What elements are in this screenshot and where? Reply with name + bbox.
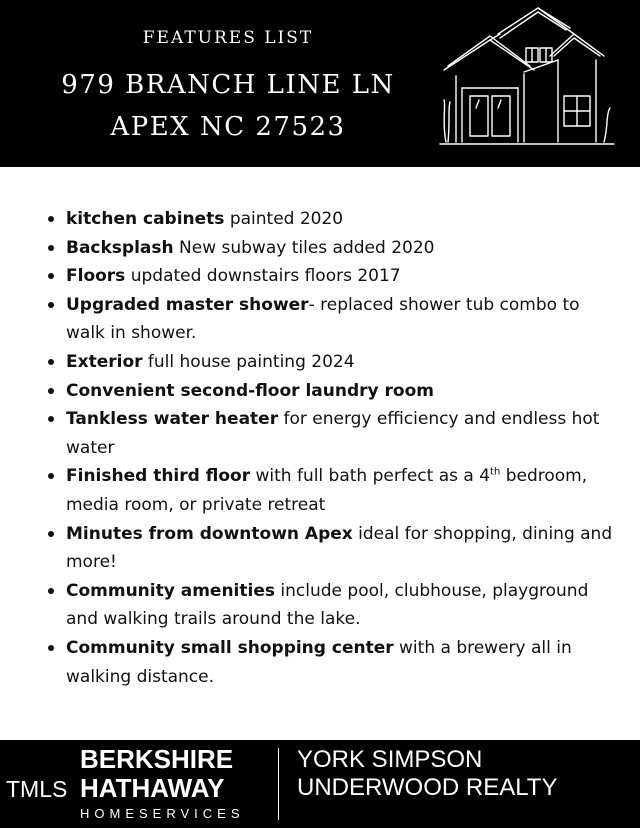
feature-title: Floors <box>66 266 126 287</box>
bullet-icon <box>48 416 54 422</box>
footer-band <box>0 740 640 828</box>
features-list-kicker: FEATURES LIST <box>142 28 314 48</box>
feature-detail-continued: bedroom, media room, or private retreat <box>66 466 588 515</box>
feature-superscript: th <box>490 466 501 478</box>
feature-detail: updated downstairs floors 2017 <box>125 266 401 287</box>
house-sketch-icon <box>438 4 616 152</box>
feature-item <box>48 405 618 462</box>
feature-list <box>48 205 618 691</box>
bullet-icon <box>48 588 54 594</box>
feature-detail: include pool, clubhouse, playground and walking trails around the lake. <box>66 580 589 630</box>
feature-title: Convenient second-floor laundry room <box>66 380 434 401</box>
feature-item <box>48 205 618 234</box>
brand-line-1: BERKSHIRE <box>80 744 234 774</box>
feature-detail: full house painting 2024 <box>142 351 355 372</box>
address-line-2: APEX NC 27523 <box>110 112 346 142</box>
feature-item <box>48 291 618 348</box>
bullet-icon <box>48 473 54 479</box>
bullet-icon <box>48 388 54 394</box>
feature-detail: painted 2020 <box>224 209 344 229</box>
address-line-1: 979 BRANCH LINE LN <box>61 70 395 100</box>
feature-title: Finished third floor <box>66 466 251 487</box>
feature-detail: ideal for shopping, dining and more! <box>66 523 613 573</box>
feature-detail: New subway tiles added 2020 <box>173 237 435 258</box>
tmls-logo-text: TMLS <box>6 776 68 802</box>
agency-line-1: YORK SIMPSON <box>297 746 483 773</box>
feature-title: Minutes from downtown Apex <box>66 523 353 544</box>
feature-item <box>48 262 618 291</box>
agency-line-2: UNDERWOOD REALTY <box>297 774 558 801</box>
feature-detail: - replaced shower tub combo to walk in shower. <box>66 294 580 344</box>
brand-line-3: HOMESERVICES <box>80 806 245 821</box>
feature-detail: with a brewery all in walking distance. <box>66 637 572 687</box>
feature-item <box>48 634 618 691</box>
feature-item <box>48 348 618 377</box>
feature-title: Upgraded master shower <box>66 294 309 315</box>
feature-item <box>48 520 618 577</box>
footer-divider <box>278 748 279 820</box>
bullet-icon <box>48 645 54 651</box>
bullet-icon <box>48 302 54 308</box>
bullet-icon <box>48 531 54 537</box>
bullet-icon <box>48 359 54 365</box>
feature-item <box>48 377 618 406</box>
feature-item <box>48 234 618 263</box>
feature-title: kitchen cabinets <box>66 209 225 229</box>
feature-title: Exterior <box>66 351 143 372</box>
feature-title: Backsplash <box>66 237 174 258</box>
bullet-icon <box>48 245 54 251</box>
feature-item <box>48 462 618 519</box>
feature-item <box>48 577 618 634</box>
feature-title: Community amenities <box>66 580 275 601</box>
feature-detail: for energy efficiency and endless hot water <box>66 409 600 458</box>
bullet-icon <box>48 216 54 222</box>
brand-line-2: HATHAWAY <box>80 773 225 803</box>
feature-detail: with full bath perfect as a 4 <box>250 466 491 487</box>
bullet-icon <box>48 273 54 279</box>
feature-title: Community small shopping center <box>66 637 394 658</box>
header-band <box>0 0 640 167</box>
feature-title: Tankless water heater <box>66 409 279 430</box>
